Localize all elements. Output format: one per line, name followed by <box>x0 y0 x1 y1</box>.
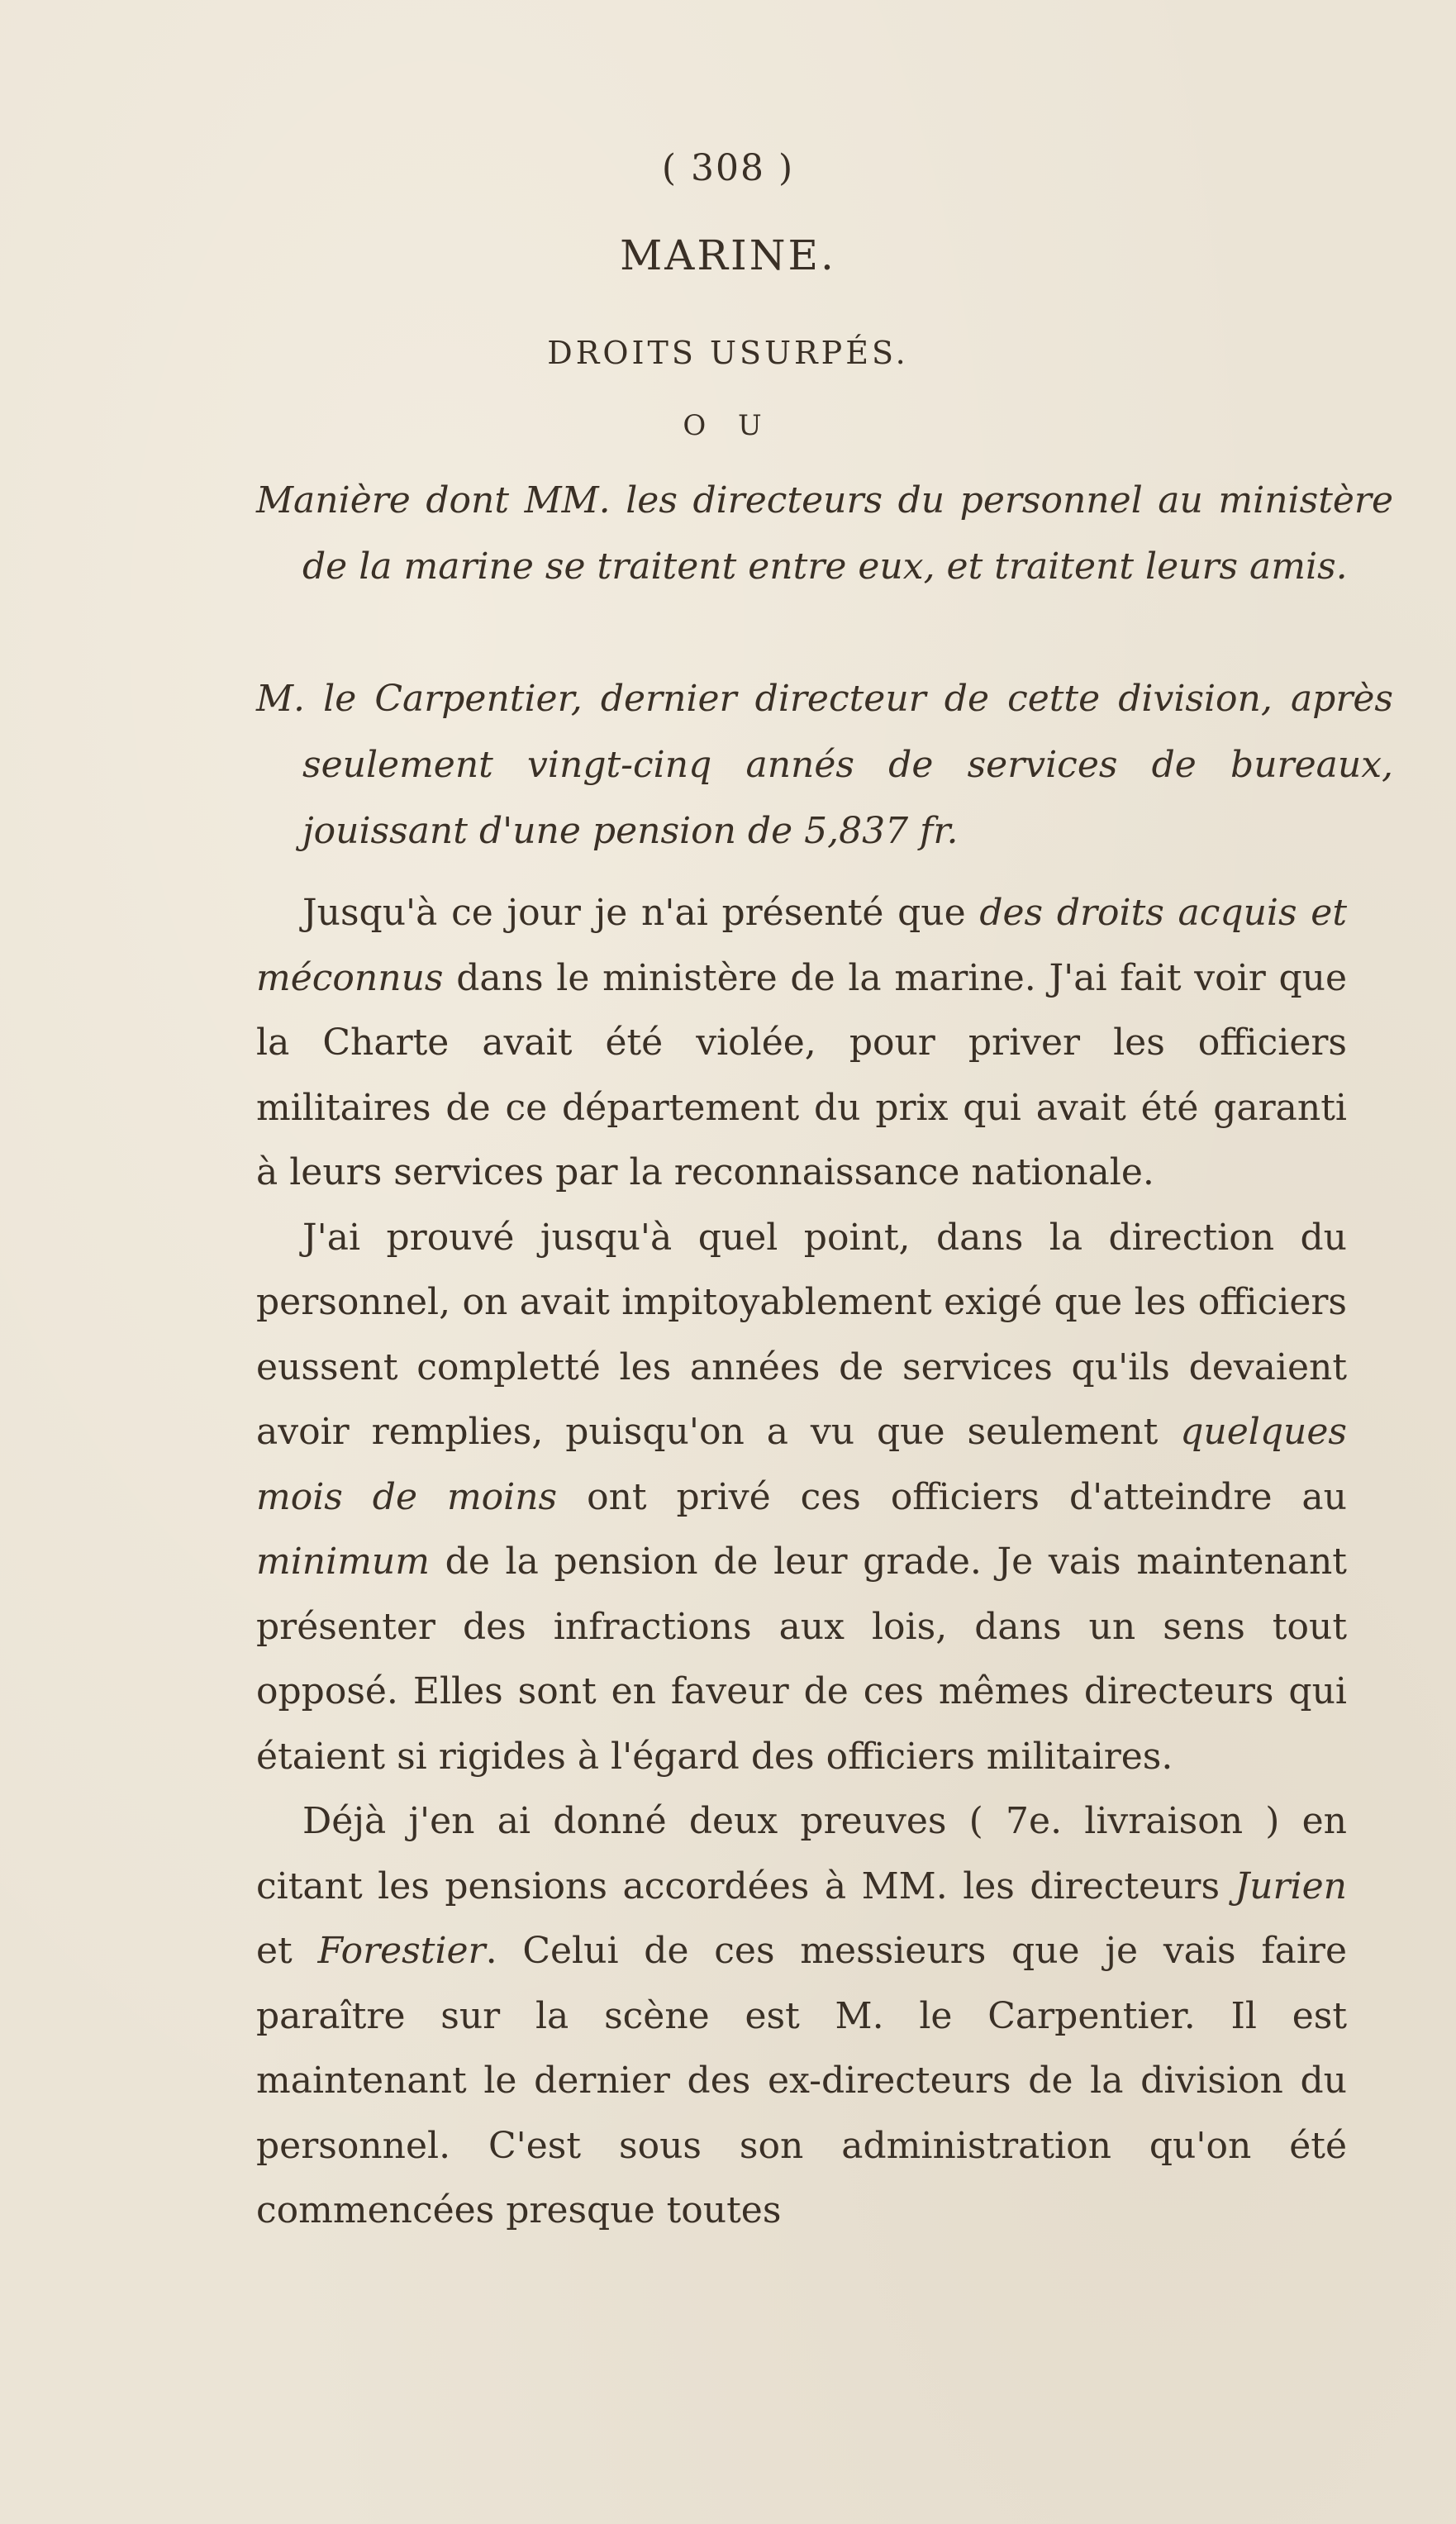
body-paragraph <box>256 1789 1347 2244</box>
italic-run: des droits acquis et méconnus <box>256 892 1347 999</box>
text-run: . Celui de ces messieurs que je vais faire paraître sur la scène est M. le Carpentier. Il est maintenant le dernier des ex-directeurs de la division du personnel. C'est sous son administration qu'on été commencées presque toutes <box>256 1930 1347 2231</box>
body-paragraph <box>256 1206 1347 1790</box>
text-run: Déjà j'en ai donné deux preuves ( 7e. livraison ) en citant les pensions accordées à MM. les directeurs <box>256 1800 1347 1907</box>
connector-ou: O U <box>683 409 773 442</box>
text-run: ont privé ces officiers d'atteindre au <box>557 1475 1347 1518</box>
body-paragraph <box>256 881 1347 1206</box>
text-run: Jusqu'à ce jour je n'ai présenté que <box>302 892 980 934</box>
text-run: J'ai prouvé jusqu'à quel point, dans la direction du personnel, on avait impitoyablement exigé que les officiers eussent completté les années de services qu'ils devaient avoir remplies, puisqu'on a vu que seulement <box>256 1216 1347 1453</box>
heading-1: Manière dont MM. les directeurs du personnel au ministère de la marine se traitent entre eux, et traitent leurs amis. <box>256 479 1393 588</box>
italic-run: quelques mois de moins <box>256 1411 1347 1518</box>
text-run: de la pension de leur grade. Je vais maintenant présenter des infractions aux lois, dans un sens tout opposé. Elles sont en faveur de ces mêmes directeurs qui étaient si rigides à l'égard des officiers militaires. <box>256 1541 1347 1778</box>
page-number: ( 308 ) <box>661 147 795 189</box>
italic-run: Forestier <box>317 1930 486 1972</box>
text-run: et <box>256 1930 318 1972</box>
section-title: MARINE. <box>620 231 836 279</box>
italic-run: Jurien <box>1235 1864 1347 1907</box>
body-text <box>256 881 1347 2244</box>
italic-run: minimum <box>256 1541 430 1583</box>
subtitle: DROITS USURPÉS. <box>547 335 909 371</box>
text-run: dans le ministère de la marine. J'ai fait voir que la Charte avait été violée, pour priver les officiers militaires de ce département du prix qui avait été garanti à leurs services par la reconnaissance nationale. <box>256 956 1347 1193</box>
heading-2: M. le Carpentier, dernier directeur de cette division, après seulement vingt-cinq annés de services de bureaux, jouissant d'une pension de 5,837 fr. <box>256 678 1393 852</box>
